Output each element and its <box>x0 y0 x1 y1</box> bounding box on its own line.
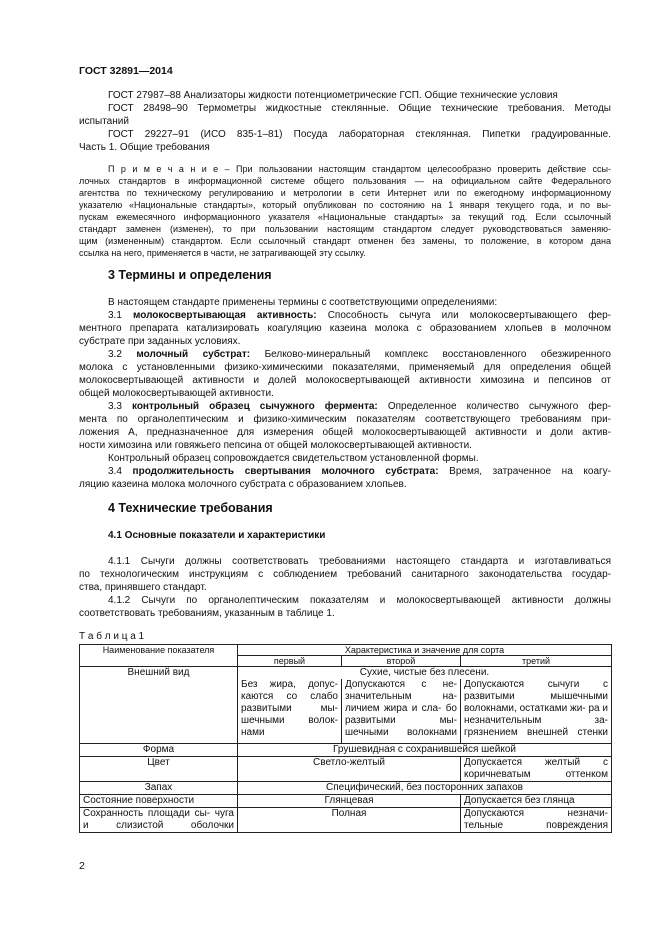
note-line: пускам ежемесячного информационного указателя «Национальные стандарты» за текущий год. Если ссылочный <box>79 212 611 222</box>
term-3-1: 3.1 молокосвертывающая активность: Способность сычуга или молокосвертывающего фер- <box>108 310 612 321</box>
header-grade-first: первый <box>238 656 342 667</box>
paragraph-line: 4.1.1 Сычуги должны соответствовать требованиями настоящего стандарта и изготавливаться <box>108 556 611 567</box>
header-characteristic: Характеристика и значение для сорта <box>238 645 612 656</box>
ref-line: Часть 1. Общие требования <box>79 142 210 153</box>
cell-integrity-value: Полная <box>238 808 461 833</box>
row-name-integrity: Сохранность площади сы- чуга и слизистой оболочки <box>80 808 238 833</box>
term-name: продолжительность свертывания молочного субстрата: <box>132 466 439 477</box>
row-name-surface: Состояние поверхности <box>80 795 238 808</box>
table-row <box>80 757 612 782</box>
table-header-row <box>80 645 612 656</box>
cell-shape-value: Грушевидная с сохранившейся шейкой <box>238 744 612 757</box>
note-line: стандарт заменен (изменен), то при пользовании настоящим стандартом следует руководствоваться заменяю- <box>79 224 611 234</box>
header-grade-third: третий <box>461 656 612 667</box>
term-text-line: общей молокосвертывающей активности. <box>79 388 274 399</box>
table-row <box>80 744 612 757</box>
term-3-2: 3.2 молочный субстрат: Белково-минеральный комплекс восстановленного обезжиренного <box>108 349 611 360</box>
cell-smell-value: Специфический, без посторонних запахов <box>238 782 612 795</box>
page-number: 2 <box>79 860 85 872</box>
table-row <box>80 808 612 833</box>
note-line: агентства по техническому регулированию и метрологии в сети Интернет или по ежегодному информационному <box>79 188 611 198</box>
paragraph-line: 4.1.2 Сычуги по органолептическим показателям и молокосвертывающей активности должны <box>108 595 611 606</box>
row-name-appearance: Внешний вид <box>80 667 238 744</box>
cell-surface-third: Допускается без глянца <box>461 795 612 808</box>
table-1 <box>79 644 612 833</box>
table-row <box>80 782 612 795</box>
term-3-4: 3.4 продолжительность свертывания молочного субстрата: Время, затраченное на коагу- <box>108 466 611 477</box>
term-text-line: мента по органолептическим и физико-химическим показателям соответствующего требованиям при- <box>79 414 611 425</box>
section-3-title: 3 Термины и определения <box>108 268 272 282</box>
term-text-line: молока с установленными физико-химическими показателями, применяемый для определения общей <box>79 362 611 373</box>
cell-surface-value: Глянцевая <box>238 795 461 808</box>
term-text-line: Контрольный образец сопровождается свидетельством установленной формы. <box>108 453 479 464</box>
header-indicator-name: Наименование показателя <box>80 645 238 667</box>
note-line: П р и м е ч а н и е – При пользовании настоящим стандартом целесообразно проверить действие ссы- <box>108 164 611 174</box>
paragraph-line: соответствовать требованиям, указанным в таблице 1. <box>79 608 335 619</box>
term-3-3: 3.3 контрольный образец сычужного фермента: Определенное количество сычужного фер- <box>108 401 611 412</box>
term-name: молокосвертывающая активность: <box>132 310 317 321</box>
term-text-line: ности химозина или говяжьего пепсина от общей молокосвертывающей активности. <box>79 440 472 451</box>
row-name-shape: Форма <box>80 744 238 757</box>
term-name: молочный субстрат: <box>136 349 251 360</box>
ref-line: ГОСТ 29227–91 (ИСО 835-1–81) Посуда лабораторная стеклянная. Пипетки градуированные. <box>108 129 611 140</box>
term-text-line: субстрате при заданных условиях. <box>79 336 241 347</box>
row-name-color: Цвет <box>80 757 238 782</box>
section-4-title: 4 Технические требования <box>108 501 273 515</box>
note-label: П р и м е ч а н и е <box>108 164 219 174</box>
cell-integrity-third: Допускаются незначи- тельные повреждения <box>461 808 612 833</box>
page-header: ГОСТ 32891—2014 <box>79 65 173 77</box>
cell-appearance-second: Допускаются с не- значительным на- личием жира и сла- бо развитыми мы- шечными волокнами <box>342 679 461 744</box>
term-text-line: молокосвертывающей активности и долей молокосвертывающей активности химозина и пепсинов от <box>79 375 611 386</box>
cell-color-third: Допускается желтый с коричневатым оттенком <box>461 757 612 782</box>
ref-line: ГОСТ 27987–88 Анализаторы жидкости потенциометрические ГСП. Общие технические условия <box>108 90 558 101</box>
ref-line: ГОСТ 28498–90 Термометры жидкостные стеклянные. Общие технические требования. Методы <box>108 103 611 114</box>
cell-appearance-third: Допускаются сычуги с развитыми мышечными волокнами, остатками жи- ра и незначительным за- грязнением внешней стенки <box>461 679 612 744</box>
row-name-smell: Запах <box>80 782 238 795</box>
term-name: контрольный образец сычужного фермента: <box>131 401 378 412</box>
term-text-line: ляцию казеина молока молочного субстрата с образованием хлопьев. <box>79 479 407 490</box>
paragraph-line: ства, принявшего стандарт. <box>79 582 207 593</box>
header-grade-second: второй <box>342 656 461 667</box>
note-line: щим (измененным) стандартом. Если ссылочный стандарт отменен без замены, то положение, в котором дана <box>79 236 611 246</box>
table-row <box>80 667 612 680</box>
subsection-4-1-title: 4.1 Основные показатели и характеристики <box>108 530 326 541</box>
term-text-line: ложения А, предназначенное для измерения общей молокосвертывающей активности и доли актив- <box>79 427 611 438</box>
cell-appearance-first: Без жира, допус- каются со слабо развитыми мы- шечными волок- нами <box>238 679 342 744</box>
table-row <box>80 795 612 808</box>
note-line: указателю «Национальные стандарты», который опубликован по состоянию на 1 января текущего года, и по вы- <box>79 200 611 210</box>
cell-appearance-common: Сухие, чистые без плесени. <box>238 667 612 680</box>
note-line: ссылка на него, применяется в части, не затрагивающей эту ссылку. <box>79 248 366 258</box>
table-caption: Т а б л и ц а 1 <box>79 631 145 642</box>
note-line: лочных стандартов в информационной системе общего пользования — на официальном сайте Федерального <box>79 176 611 186</box>
ref-line: испытаний <box>79 116 129 127</box>
paragraph-line: по технологическим инструкциям с соблюдением требований санитарного законодательства государ- <box>79 569 611 580</box>
section-3-intro: В настоящем стандарте применены термины с соответствующими определениями: <box>108 297 498 308</box>
term-text-line: ментного препарата катализировать коагуляцию казеина молока с образованием хлопьев в молочном <box>79 323 611 334</box>
cell-color-value: Светло-желтый <box>238 757 461 782</box>
